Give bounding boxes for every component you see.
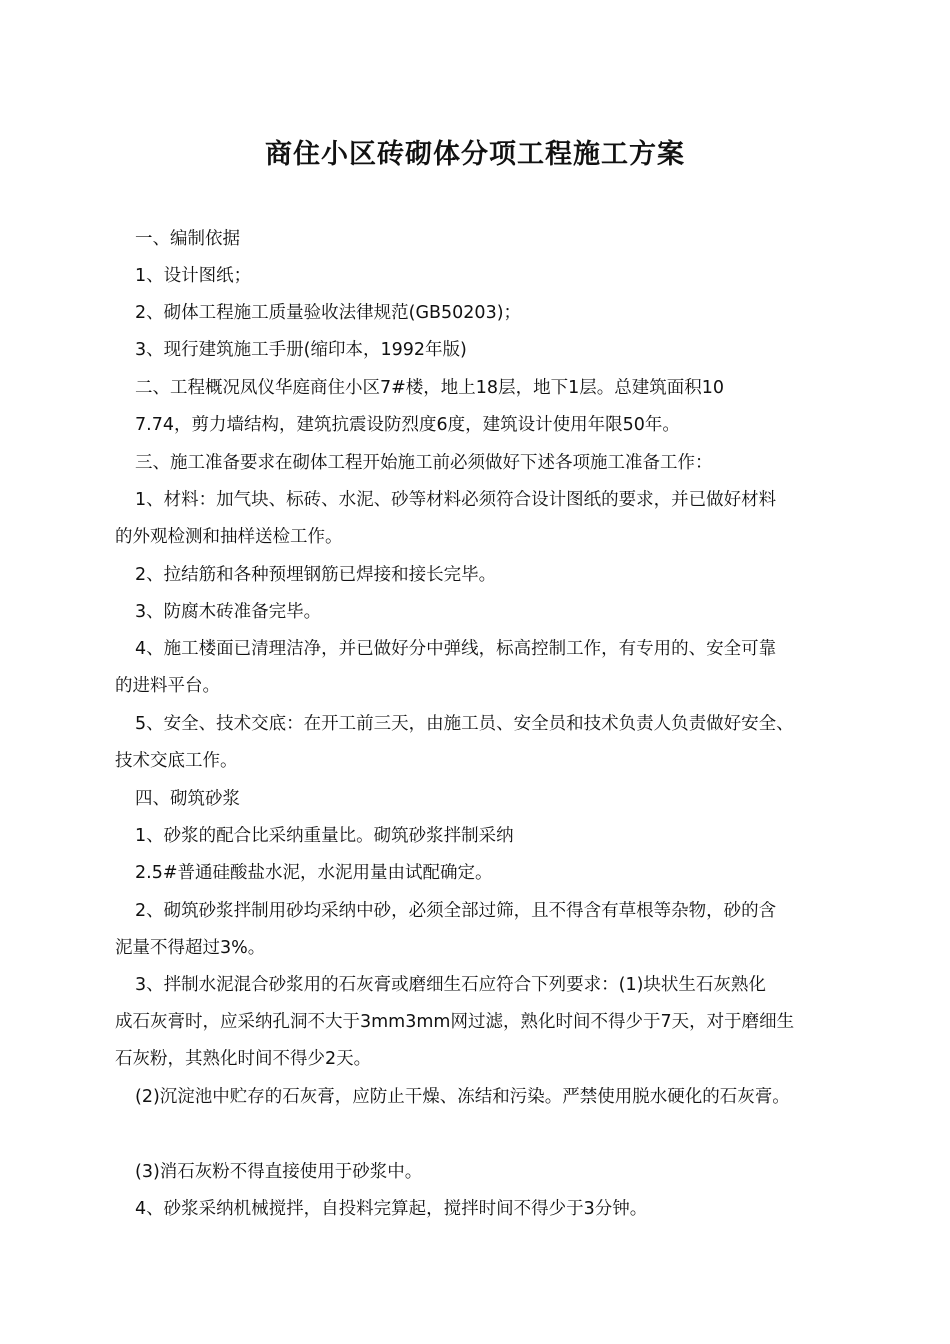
paragraph-line: 1、材料：加气块、标砖、水泥、砂等材料必须符合设计图纸的要求，并已做好材料	[135, 490, 777, 510]
paragraph-line: 2.5#普通硅酸盐水泥，水泥用量由试配确定。	[135, 863, 493, 883]
paragraph-line: 3、拌制水泥混合砂浆用的石灰膏或磨细生石应符合下列要求：(1)块状生石灰熟化	[135, 975, 766, 995]
paragraph-line: 4、砂浆采纳机械搅拌，自投料完算起，搅拌时间不得少于3分钟。	[135, 1199, 648, 1219]
paragraph-line: (3)消石灰粉不得直接使用于砂浆中。	[135, 1162, 423, 1182]
paragraph-line: 4、施工楼面已清理洁净，并已做好分中弹线，标高控制工作，有专用的、安全可靠	[135, 639, 777, 659]
paragraph-line: 3、现行建筑施工手册(缩印本，1992年版)	[135, 340, 467, 360]
paragraph-line: 3、防腐木砖准备完毕。	[135, 602, 322, 622]
paragraph-line: 石灰粉，其熟化时间不得少2天。	[115, 1049, 372, 1069]
paragraph-line: 的外观检测和抽样送检工作。	[115, 527, 343, 547]
paragraph-line: 1、砂浆的配合比采纳重量比。砌筑砂浆拌制采纳	[135, 826, 514, 846]
paragraph-line: (2)沉淀池中贮存的石灰膏，应防止干燥、冻结和污染。严禁使用脱水硬化的石灰膏。	[135, 1087, 790, 1107]
section-heading-4: 四、砌筑砂浆	[135, 789, 240, 809]
section-heading-1: 一、编制依据	[135, 229, 240, 249]
paragraph-line: 泥量不得超过3%。	[115, 938, 266, 958]
paragraph-line: 成石灰膏时，应采纳孔洞不大于3mm3mm网过滤，熟化时间不得少于7天，对于磨细生	[115, 1012, 795, 1032]
section-heading-2: 二、工程概况凤仪华庭商住小区7#楼，地上18层，地下1层。总建筑面积10	[135, 378, 724, 398]
section-heading-3: 三、施工准备要求在砌体工程开始施工前必须做好下述各项施工准备工作：	[135, 453, 713, 473]
paragraph-line: 2、拉结筋和各种预埋钢筋已焊接和接长完毕。	[135, 565, 497, 585]
paragraph-line: 1、设计图纸；	[135, 266, 252, 286]
paragraph-line: 7.74，剪力墙结构，建筑抗震设防烈度6度，建筑设计使用年限50年。	[135, 415, 680, 435]
document-title: 商住小区砖砌体分项工程施工方案	[265, 139, 685, 170]
paragraph-line: 2、砌体工程施工质量验收法律规范(GB50203)；	[135, 303, 522, 323]
paragraph-line: 5、安全、技术交底：在开工前三天，由施工员、安全员和技术负责人负责做好安全、	[135, 714, 794, 734]
paragraph-line: 2、砌筑砂浆拌制用砂均采纳中砂，必须全部过筛，且不得含有草根等杂物，砂的含	[135, 901, 777, 921]
paragraph-line: 的进料平台。	[115, 676, 220, 696]
paragraph-line: 技术交底工作。	[115, 751, 238, 771]
